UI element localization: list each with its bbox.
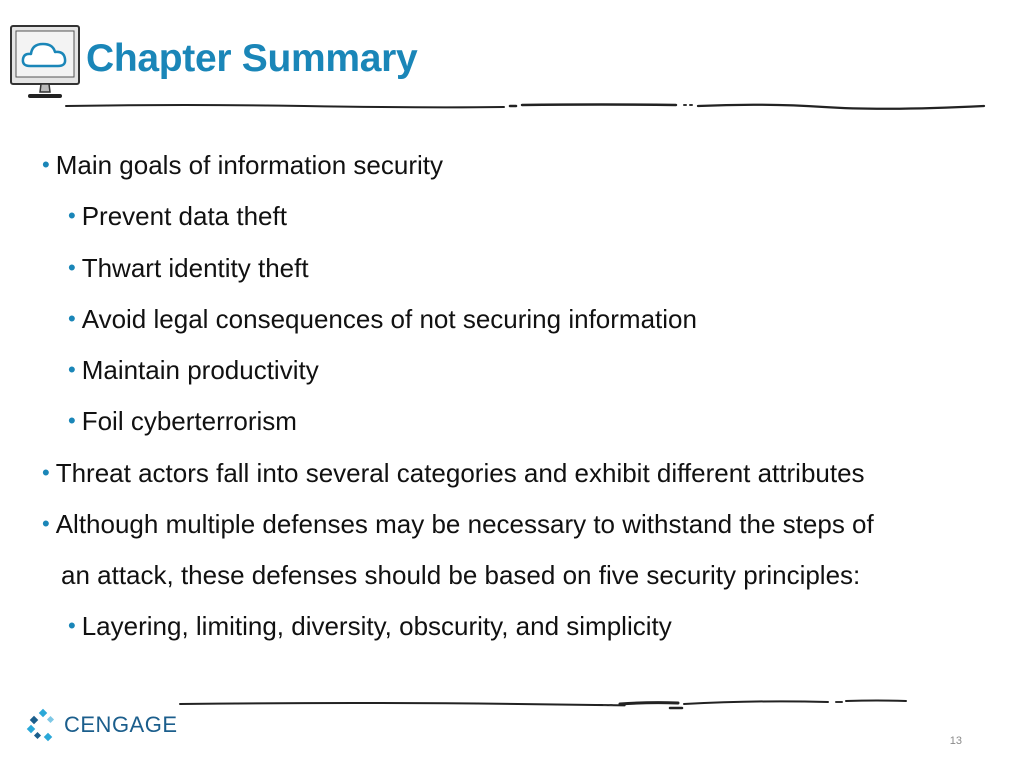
list-item: • Threat actors fall into several categories and exhibit different attributes bbox=[42, 458, 865, 488]
bullet-icon: • bbox=[68, 408, 76, 433]
footer-divider bbox=[178, 695, 910, 713]
list-item: • Thwart identity theft bbox=[68, 253, 309, 283]
cengage-logo bbox=[26, 707, 178, 743]
list-item: • Although multiple defenses may be necessary to withstand the steps of bbox=[42, 509, 874, 539]
bullet-icon: • bbox=[42, 152, 50, 177]
page-number: 13 bbox=[949, 735, 962, 747]
bullet-icon: • bbox=[42, 511, 50, 536]
bullet-icon: • bbox=[68, 306, 76, 331]
list-item: • Foil cyberterrorism bbox=[68, 406, 297, 436]
list-item: • Layering, limiting, diversity, obscurity, and simplicity bbox=[68, 611, 672, 641]
bullet-icon: • bbox=[68, 357, 76, 382]
list-item-continuation: an attack, these defenses should be based on five security principles: bbox=[61, 560, 861, 590]
bullet-icon: • bbox=[68, 613, 76, 638]
bullet-icon: • bbox=[68, 255, 76, 280]
brand-name: CENGAGE bbox=[64, 712, 178, 737]
list-item: • Prevent data theft bbox=[68, 201, 287, 231]
bullet-icon: • bbox=[42, 460, 50, 485]
list-item: • Main goals of information security bbox=[42, 150, 443, 180]
bullet-icon: • bbox=[68, 203, 76, 228]
list-item: • Maintain productivity bbox=[68, 355, 319, 385]
page-title: Chapter Summary bbox=[86, 37, 418, 80]
cengage-logo-icon bbox=[26, 708, 60, 742]
list-item: • Avoid legal consequences of not securing information bbox=[68, 304, 697, 334]
title-divider bbox=[64, 99, 988, 113]
monitor-cloud-icon bbox=[8, 22, 82, 102]
